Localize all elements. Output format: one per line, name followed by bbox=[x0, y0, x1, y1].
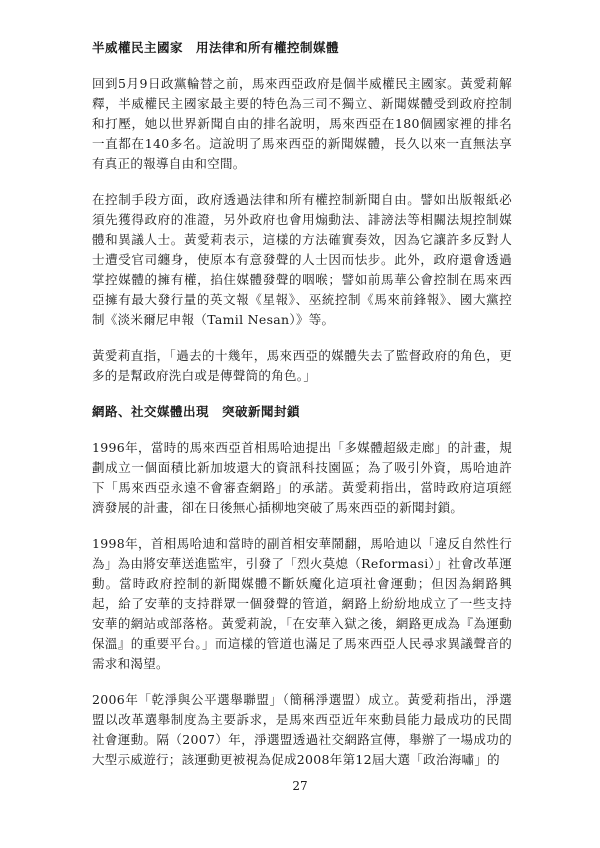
paragraph-semi-authoritarian: 回到5月9日政黨輪替之前，馬來西亞政府是個半威權民主國家。黃愛莉解釋，半威權民主國家最主要的特色為三司不獨立、新聞媒體受到政府控制和打壓，她以世界新聞自由的排名說明，馬來西亞在180個國家裡的排名一直都在140多名。這說明了馬來西亞的新聞媒體，長久以來一直無法享有真正的報導自由和空間。 bbox=[92, 76, 512, 171]
paragraph-media-role: 黃愛莉直指，「過去的十幾年，馬來西亞的媒體失去了監督政府的角色，更多的是幫政府洗白或是傳聲筒的角色。」 bbox=[92, 348, 512, 383]
paragraph-1998-reformasi: 1998年，首相馬哈迪和當時的副首相安華鬧翻，馬哈迪以「違反自然性行為」為由將安華送進監牢，引發了「烈火莫熄（Reformasi）」社會改革運動。當時政府控制的新聞媒體不斷妖魔化這項社會運動；但因為網路興起，給了安華的支持群眾一個發聲的管道，網路上紛紛地成立了一些支持安華的網站或部落格。黃愛莉說，「在安華入獄之後，網路更成為『為運動保溫』的重要平台。」而這樣的管道也滿足了馬來西亞人民尋求異議聲音的需求和渴望。 bbox=[92, 536, 512, 671]
section-heading-internet: 網路、社交媒體出現 突破新聞封鎖 bbox=[92, 404, 301, 419]
page-content bbox=[92, 38, 512, 786]
paragraph-control-methods: 在控制手段方面，政府透過法律和所有權控制新聞自由。譬如出版報紙必須先獲得政府的准證，另外政府也會用煽動法、誹謗法等相關法規控制媒體和異議人士。黃愛莉表示，這樣的方法確實奏效，因為它讓許多反對人士遭受官司纏身，使原本有意發聲的人士因而怯步。此外，政府還會透過掌控媒體的擁有權，掐住媒體發聲的咽喉；譬如前馬華公會控制在馬來西亞擁有最大發行量的英文報《星報》、巫統控制《馬來前鋒報》、國大黨控制《淡米爾尼申報（Tamil Nesan）》等。 bbox=[92, 192, 512, 327]
section-heading-media-control: 半威權民主國家 用法律和所有權控制媒體 bbox=[92, 40, 340, 55]
paragraph-2006-bersih: 2006年「乾淨與公平選舉聯盟」（簡稱淨選盟）成立。黃愛莉指出，淨選盟以改革選舉制度為主要訴求，是馬來西亞近年來動員能力最成功的民間社會運動。隔（2007）年，淨選盟透過社交網路宣傳，舉辦了一場成功的大型示威遊行；該運動更被視為促成2008年第12屆大選「政治海嘯」的 bbox=[92, 692, 512, 767]
paragraph-1996-msc: 1996年，當時的馬來西亞首相馬哈迪提出「多媒體超級走廊」的計畫，規劃成立一個面積比新加坡還大的資訊科技園區；為了吸引外資，馬哈迪許下「馬來西亞永遠不會審查網路」的承諾。黃愛莉指出，當時政府這項經濟發展的計畫，卻在日後無心插柳地突破了馬來西亞的新聞封鎖。 bbox=[92, 440, 512, 515]
page-number: 27 bbox=[292, 779, 308, 793]
